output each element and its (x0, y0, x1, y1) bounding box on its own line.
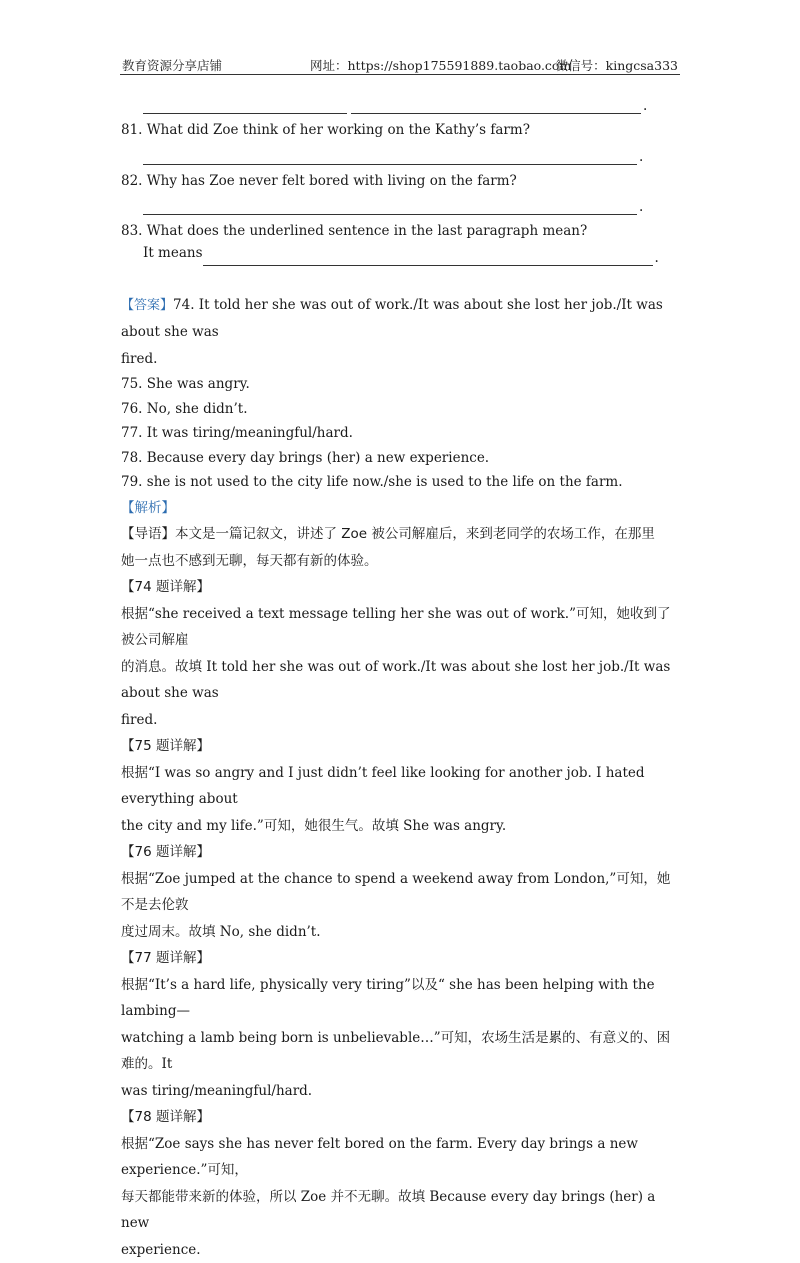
detail-78-line-3: experience. (121, 1237, 681, 1263)
it-means-label: It means (143, 241, 203, 266)
detail-77-title: 【77 题详解】 (121, 945, 681, 972)
answer-blank-82 (143, 193, 681, 215)
detail-76-title: 【76 题详解】 (121, 839, 681, 866)
detail-74-line-2: 的消息。故填 It told her she was out of work./It was about she lost her job./It was about she was (121, 654, 681, 707)
detail-74-line-3: fired. (121, 707, 681, 734)
period: . (655, 250, 659, 266)
header-wechat: 微信号：kingcsa333 (556, 56, 678, 74)
header-shop-name: 教育资源分享店铺 (122, 56, 222, 74)
answer-74-text: 74. It told her she was out of work./It was about she lost her job./It was about she was (121, 297, 663, 341)
document-body (121, 92, 681, 1263)
answer-blank-83 (143, 244, 681, 266)
detail-78-title: 【78 题详解】 (121, 1104, 681, 1131)
analysis-section (121, 495, 681, 1263)
detail-75-line-1: 根据“I was so angry and I just didn’t feel like looking for another job. I hated everything about (121, 760, 681, 813)
question-82: 82. Why has Zoe never felt bored with living on the farm? (121, 169, 681, 194)
answer-75: 75. She was angry. (121, 372, 681, 397)
question-81: 81. What did Zoe think of her working on the Kathy’s farm? (121, 118, 681, 143)
page-header (120, 56, 680, 75)
blank-line (203, 249, 653, 266)
blank-line (351, 97, 641, 114)
blank-line (143, 148, 637, 165)
detail-77-line-1: 根据“It’s a hard life, physically very tiring”以及“ she has been helping with the lambing— (121, 972, 681, 1025)
answer-blank-81 (143, 143, 681, 165)
question-83: 83. What does the underlined sentence in the last paragraph mean? (121, 219, 681, 244)
detail-77-line-2: watching a lamb being born is unbelievable…”可知，农场生活是累的、有意义的、困难的。It (121, 1025, 681, 1078)
analysis-label: 【解析】 (121, 495, 681, 522)
blank-line (143, 97, 347, 114)
answer-76: 76. No, she didn’t. (121, 397, 681, 422)
detail-75-line-2: the city and my life.”可知，她很生气。故填 She was angry. (121, 813, 681, 840)
answer-78: 78. Because every day brings (her) a new experience. (121, 446, 681, 471)
detail-78-line-1: 根据“Zoe says she has never felt bored on the farm. Every day brings a new experience.”可知， (121, 1131, 681, 1184)
answer-blank-80 (121, 92, 681, 114)
detail-77-line-3: was tiring/meaningful/hard. (121, 1078, 681, 1105)
period: . (639, 149, 643, 165)
detail-78-line-2: 每天都能带来新的体验，所以 Zoe 并不无聊。故填 Because every day brings (her) a new (121, 1184, 681, 1237)
blank-line (143, 198, 637, 215)
answer-label: 【答案】 (121, 298, 173, 313)
period: . (643, 98, 647, 114)
answer-74 (121, 292, 681, 346)
answer-74-cont: fired. (121, 346, 681, 373)
intro-line-2: 她一点也不感到无聊，每天都有新的体验。 (121, 548, 681, 575)
period: . (639, 199, 643, 215)
detail-74-title: 【74 题详解】 (121, 574, 681, 601)
detail-74-line-1: 根据“she received a text message telling her she was out of work.”可知，她收到了被公司解雇 (121, 601, 681, 654)
detail-76-line-2: 度过周末。故填 No, she didn’t. (121, 919, 681, 946)
answer-77: 77. It was tiring/meaningful/hard. (121, 421, 681, 446)
answer-section (121, 292, 681, 495)
header-url: 网址：https://shop175591889.taobao.com (310, 56, 571, 74)
detail-76-line-1: 根据“Zoe jumped at the chance to spend a weekend away from London,”可知，她不是去伦敦 (121, 866, 681, 919)
answer-79: 79. she is not used to the city life now./she is used to the life on the farm. (121, 470, 681, 495)
detail-75-title: 【75 题详解】 (121, 733, 681, 760)
intro-line-1: 【导语】本文是一篇记叙文，讲述了 Zoe 被公司解雇后，来到老同学的农场工作，在那里 (121, 521, 681, 548)
